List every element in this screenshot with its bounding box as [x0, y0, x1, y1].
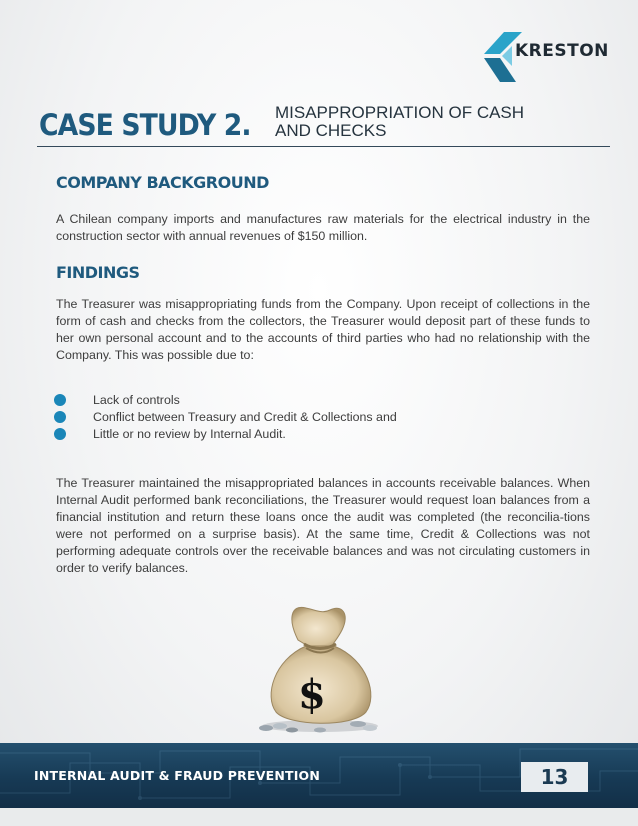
list-item [54, 392, 397, 409]
list-item [54, 426, 397, 443]
footer-label: INTERNAL AUDIT & FRAUD PREVENTION [34, 768, 321, 783]
case-study-title: CASE STUDY 2. [39, 108, 251, 142]
footer-bar [0, 743, 638, 808]
page-bottom-margin [0, 808, 638, 826]
subtitle-line-2: AND CHECKS [275, 121, 387, 140]
bullet-text: Little or no review by Internal Audit. [93, 427, 286, 441]
money-bag-icon [250, 600, 390, 740]
findings-closing-text: The Treasurer maintained the misappropriated balances in accounts receivable balances. When Internal Audit performed bank reconciliations, the Treasurer would request loan balances from a financial institution and return these loans once the audit was completed (the reconcilia-tions were not performed on a surprise basis). At the same time, Credit & Collections was not performing adequate controls over the receivable balances and was not circulating customers in order to verify balances. [56, 476, 590, 575]
findings-text: The Treasurer was misappropriating funds from the Company. Upon receipt of collections in the form of cash and checks from the collectors, the Treasurer would deposit part of these funds to her own personal account and to the accounts of third parties who had no relationship with the Company. This was possible due to: [56, 297, 590, 362]
brand-name: KRESTON [515, 41, 609, 61]
bullet-icon [54, 394, 66, 406]
findings-bullet-list [54, 392, 397, 443]
page-number-box [521, 762, 588, 792]
bullet-text: Lack of controls [93, 393, 180, 407]
dollar-sign: $ [298, 671, 326, 718]
findings-heading: FINDINGS [56, 263, 140, 282]
list-item [54, 409, 397, 426]
subtitle-line-1: MISAPPROPRIATION OF CASH [275, 103, 525, 122]
bullet-icon [54, 428, 66, 440]
bullet-icon [54, 411, 66, 423]
bullet-text: Conflict between Treasury and Credit & Collections and [93, 410, 397, 424]
case-study-subtitle [275, 104, 524, 140]
page-number: 13 [540, 765, 569, 789]
company-background-heading: COMPANY BACKGROUND [56, 173, 269, 192]
company-background-text: A Chilean company imports and manufactures raw materials for the electrical industry in the construction sector with annual revenues of $150 million. [56, 212, 590, 243]
title-divider [37, 146, 610, 147]
